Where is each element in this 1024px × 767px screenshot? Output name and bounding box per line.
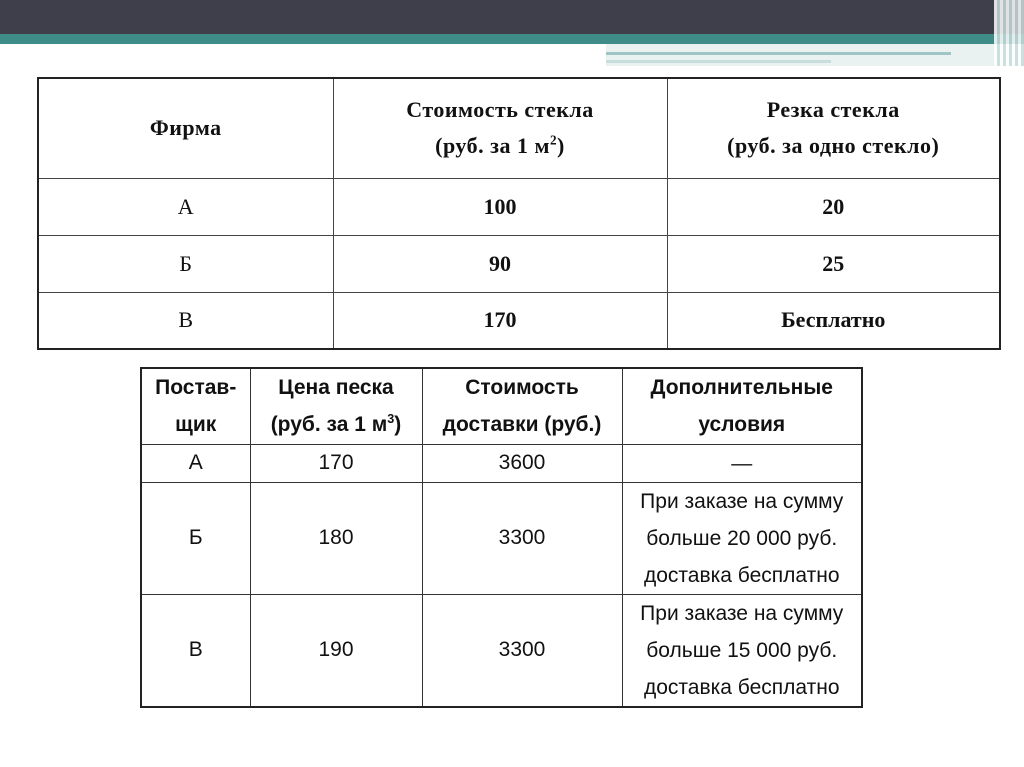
- header-sand-price: Цена песка (руб. за 1 $м^3$): [250, 368, 422, 444]
- table-row: [141, 444, 862, 482]
- slide-header-line: [606, 60, 831, 63]
- cell-conditions: При заказе на сумму больше 20 000 руб. доставка бесплатно: [622, 482, 862, 594]
- header-firm: Фирма: [38, 78, 333, 178]
- slide-header-stripes: [994, 0, 1024, 66]
- cell-conditions: При заказе на сумму больше 15 000 руб. доставка бесплатно: [622, 594, 862, 707]
- cell-price: 170: [250, 444, 422, 482]
- header-delivery: Стоимость доставки (руб.): [422, 368, 622, 444]
- table-row: [141, 482, 862, 594]
- cell-firm: А: [38, 178, 333, 235]
- slide-header-line: [606, 52, 951, 55]
- cell-delivery: 3300: [422, 594, 622, 707]
- cell-supplier: А: [141, 444, 250, 482]
- cell-firm: Б: [38, 235, 333, 292]
- cell-price: 180: [250, 482, 422, 594]
- cell-cost: 100: [333, 178, 667, 235]
- cell-firm: В: [38, 292, 333, 349]
- cell-supplier: Б: [141, 482, 250, 594]
- cell-price: 190: [250, 594, 422, 707]
- table-row: [38, 235, 1000, 292]
- table-row: [141, 594, 862, 707]
- sand-supplier-table: [140, 367, 863, 708]
- table-row: [38, 292, 1000, 349]
- cell-cut: 25: [667, 235, 1000, 292]
- cell-delivery: 3300: [422, 482, 622, 594]
- header-cutting: Резка стекла (руб. за одно стекло): [667, 78, 1000, 178]
- cell-cost: 170: [333, 292, 667, 349]
- table-header-row: [38, 78, 1000, 178]
- cell-supplier: В: [141, 594, 250, 707]
- header-extra-conditions: Дополнительные условия: [622, 368, 862, 444]
- cell-delivery: 3600: [422, 444, 622, 482]
- cell-conditions: —: [622, 444, 862, 482]
- cell-cost: 90: [333, 235, 667, 292]
- header-glass-cost: Стоимость стекла (руб. за 1 $м^2$): [333, 78, 667, 178]
- slide-header-accent: [0, 34, 1024, 44]
- cell-cut: Бесплатно: [667, 292, 1000, 349]
- cell-cut: 20: [667, 178, 1000, 235]
- slide-header-bar: [0, 0, 1024, 34]
- table-header-row: [141, 368, 862, 444]
- table-row: [38, 178, 1000, 235]
- header-supplier: Постав- щик: [141, 368, 250, 444]
- glass-price-table: [37, 77, 1001, 350]
